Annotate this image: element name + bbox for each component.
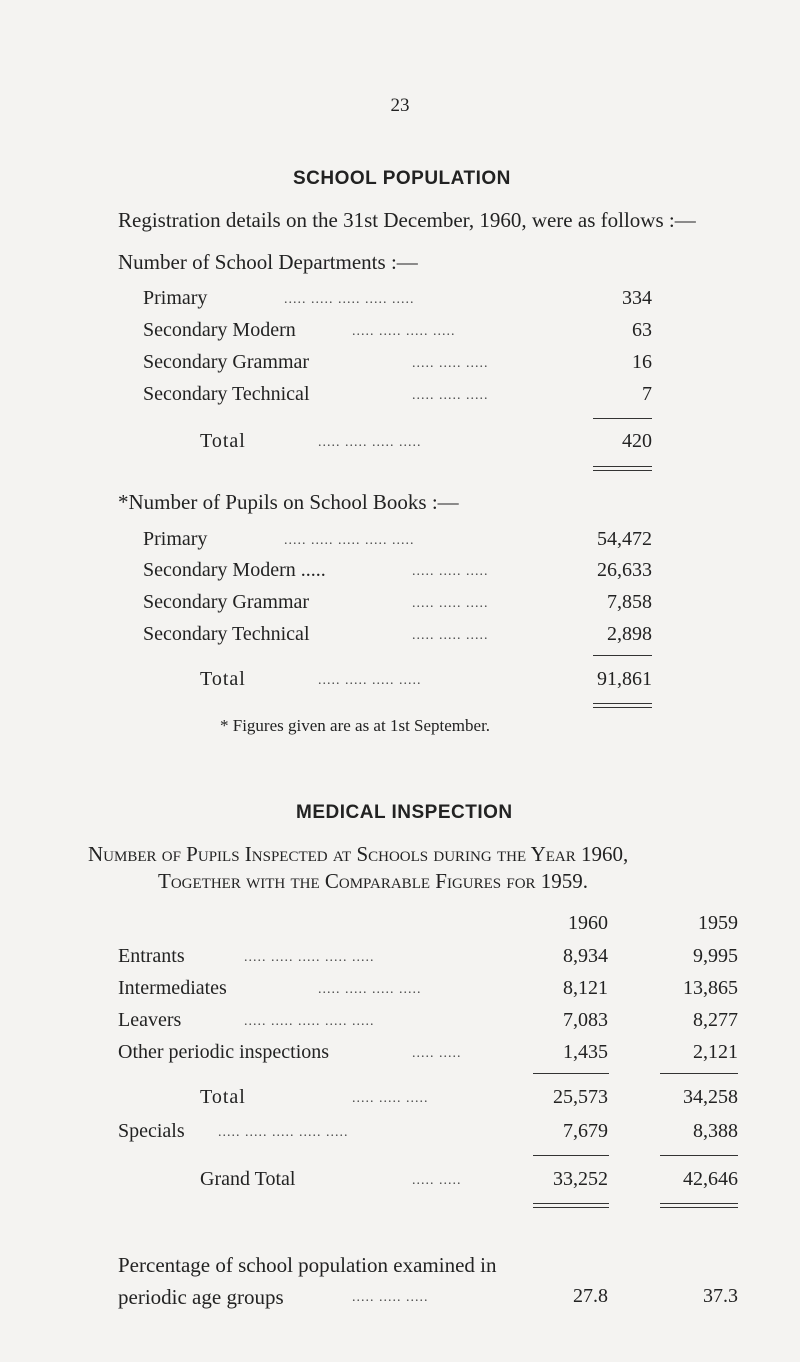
medical-label-other-periodic: Other periodic inspections	[118, 1041, 330, 1063]
medical-1960-leavers: 7,083	[563, 1009, 608, 1031]
pupils-label-secondary-technical: Secondary Technical	[143, 623, 310, 645]
registration-intro: Registration details on the 31st December, 1960, were as follows :—	[118, 208, 696, 232]
dept-value-primary: 334	[622, 287, 652, 309]
pupils-label-secondary-grammar: Secondary Grammar	[143, 591, 310, 613]
sum-rule	[533, 1155, 609, 1156]
sum-rule	[593, 655, 652, 656]
leader-dots: ..... ..... ..... .....	[318, 982, 422, 997]
leader-dots: ..... ..... .....	[352, 1290, 429, 1305]
leader-dots: ..... ..... ..... ..... .....	[244, 950, 375, 965]
dept-value-secondary-technical: 7	[642, 383, 652, 405]
pupils-label-secondary-modern: Secondary Modern .....	[143, 559, 326, 581]
section-title-medical-inspection: MEDICAL INSPECTION	[296, 802, 513, 823]
dept-label-primary: Primary	[143, 287, 208, 309]
pupils-value-secondary-technical: 2,898	[607, 623, 652, 645]
medical-1959-leavers: 8,277	[693, 1009, 738, 1031]
leader-dots: ..... ..... .....	[412, 564, 489, 579]
dept-value-secondary-modern: 63	[632, 319, 652, 341]
page-number: 23	[390, 95, 410, 116]
section-title-school-population: SCHOOL POPULATION	[293, 168, 511, 189]
pupils-heading: *Number of Pupils on School Books :—	[118, 490, 459, 514]
pupils-value-secondary-modern: 26,633	[597, 559, 652, 581]
medical-1959-other-periodic: 2,121	[693, 1041, 738, 1063]
sum-rule	[660, 1073, 738, 1074]
leader-dots: ..... ..... ..... ..... .....	[284, 292, 415, 307]
column-header-1959: 1959	[698, 912, 738, 934]
dept-value-secondary-grammar: 16	[632, 351, 652, 373]
medical-grand-total-1959: 42,646	[683, 1168, 738, 1190]
sum-rule	[533, 1073, 609, 1074]
pupils-total-value: 91,861	[597, 668, 652, 690]
medical-1960-other-periodic: 1,435	[563, 1041, 608, 1063]
medical-grand-total-label: Grand Total	[200, 1168, 296, 1190]
pupils-total-label: Total	[200, 668, 246, 690]
leader-dots: ..... ..... .....	[412, 596, 489, 611]
leader-dots: ..... ..... ..... .....	[318, 435, 422, 450]
medical-total-1960: 25,573	[553, 1086, 608, 1108]
medical-label-intermediates: Intermediates	[118, 977, 227, 999]
total-double-rule	[533, 1203, 609, 1208]
pupils-label-primary: Primary	[143, 528, 208, 550]
leader-dots: ..... ..... ..... ..... .....	[284, 533, 415, 548]
dept-label-secondary-technical: Secondary Technical	[143, 383, 310, 405]
pupils-value-secondary-grammar: 7,858	[607, 591, 652, 613]
sum-rule	[660, 1155, 738, 1156]
leader-dots: ..... ..... .....	[412, 628, 489, 643]
medical-1959-entrants: 9,995	[693, 945, 738, 967]
medical-label-leavers: Leavers	[118, 1009, 182, 1031]
leader-dots: ..... ..... .....	[412, 356, 489, 371]
medical-specials-1959: 8,388	[693, 1120, 738, 1142]
dept-label-secondary-modern: Secondary Modern	[143, 319, 296, 341]
medical-specials-1960: 7,679	[563, 1120, 608, 1142]
medical-1960-intermediates: 8,121	[563, 977, 608, 999]
total-double-rule	[593, 466, 652, 471]
pupils-value-primary: 54,472	[597, 528, 652, 550]
dept-label-secondary-grammar: Secondary Grammar	[143, 351, 310, 373]
medical-label-entrants: Entrants	[118, 945, 185, 967]
medical-subtitle-line2: Together with the Comparable Figures for 1959.	[158, 869, 589, 893]
percentage-label-line1: Percentage of school population examined in	[118, 1253, 497, 1277]
leader-dots: ..... ..... ..... .....	[352, 324, 456, 339]
column-header-1960: 1960	[568, 912, 608, 934]
dept-total-label: Total	[200, 430, 246, 452]
sum-rule	[593, 418, 652, 419]
percentage-1959: 37.3	[703, 1285, 738, 1307]
medical-total-label: Total	[200, 1086, 246, 1108]
leader-dots: ..... ..... ..... .....	[318, 673, 422, 688]
medical-1960-entrants: 8,934	[563, 945, 608, 967]
leader-dots: ..... .....	[412, 1173, 462, 1188]
leader-dots: ..... .....	[412, 1046, 462, 1061]
departments-heading: Number of School Departments :—	[118, 250, 418, 274]
medical-subtitle-line1: Number of Pupils Inspected at Schools during the Year 1960,	[88, 842, 629, 866]
total-double-rule	[660, 1203, 738, 1208]
percentage-1960: 27.8	[573, 1285, 608, 1307]
total-double-rule	[593, 703, 652, 708]
leader-dots: ..... ..... ..... ..... .....	[244, 1014, 375, 1029]
percentage-label-line2: periodic age groups	[118, 1285, 284, 1309]
leader-dots: ..... ..... ..... ..... .....	[218, 1125, 349, 1140]
medical-1959-intermediates: 13,865	[683, 977, 738, 999]
leader-dots: ..... ..... .....	[412, 388, 489, 403]
medical-grand-total-1960: 33,252	[553, 1168, 608, 1190]
leader-dots: ..... ..... .....	[352, 1091, 429, 1106]
medical-total-1959: 34,258	[683, 1086, 738, 1108]
dept-total-value: 420	[622, 430, 652, 452]
medical-label-specials: Specials	[118, 1120, 185, 1142]
footnote: * Figures given are as at 1st September.	[220, 716, 491, 735]
